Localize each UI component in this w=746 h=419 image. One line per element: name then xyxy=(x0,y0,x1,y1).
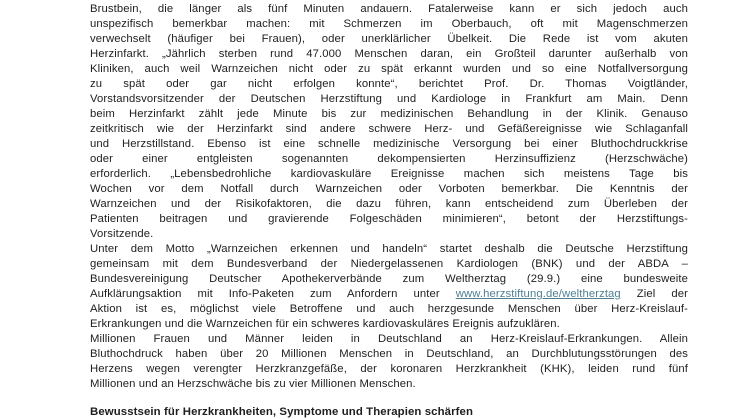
text-line: Brustbein, die länger als fünf Minuten andauern. Fatalerweise kann er sich jedoch auch xyxy=(90,3,688,15)
paragraph xyxy=(90,332,688,392)
paragraph xyxy=(90,242,688,332)
text-line: und Herzstillstand. Ebenso ist eine schnelle medizinische Versorgung bei einer Bluthochdruckkrise xyxy=(90,138,688,150)
paragraph xyxy=(90,2,688,242)
text-line: Bundesvereinigung Deutscher Apothekerverbände zum Weltherztag (29.9.) eine bundesweite xyxy=(90,273,688,285)
text-line: zeitkritisch wie der Herzinfarkt sind andere schwere Herz- und Gefäßereignisse wie Schlaganfall xyxy=(90,123,688,135)
text-line: Patienten beitragen und gravierende Folgeschäden minimieren“, betont der Herzstiftungs- xyxy=(90,213,688,225)
text-line: Wochen vor dem Notfall durch Warnzeichen oder Vorboten bemerkbar. Die Kenntnis der xyxy=(90,183,688,195)
text-line: Millionen Frauen und Männer leiden in Deutschland an Herz-Kreislauf-Erkrankungen. Allein xyxy=(90,333,688,345)
text-line: gemeinsam mit dem Bundesverband der Niedergelassenen Kardiologen (BNK) und der ABDA – xyxy=(90,258,688,270)
text-line: Aufklärungsaktion mit Info-Paketen zum Anfordern unter www.herzstiftung.de/weltherztag Ziel der xyxy=(90,288,688,300)
text-line: beim Herzinfarkt zählt jede Minute bis zur medizinischen Behandlung in der Klinik. Genauso xyxy=(90,108,688,120)
text-line: Vorsitzende. xyxy=(90,228,154,240)
text-line: Herzens wegen verengter Herzkranzgefäße, der koronaren Herzkrankheit (KHK), leiden rund fünf xyxy=(90,363,688,375)
text-line: Kliniken, auch weil Warnzeichen nicht oder zu spät erkannt wurden und so eine Notfallversorgung xyxy=(90,63,688,75)
text-line: Bluthochdruck haben über 20 Millionen Menschen in Deutschland, an Durchblutungsstörungen des xyxy=(90,348,688,360)
text-line: Unter dem Motto „Warnzeichen erkennen und handeln“ startet deshalb die Deutsche Herzstiftung xyxy=(90,243,688,255)
body-text xyxy=(90,2,688,392)
text-line: Erkrankungen und die Warnzeichen für ein schweres kardiovaskuläres Ereignis aufzuklären. xyxy=(90,318,560,330)
text-line: Warnzeichen und der Risikofaktoren, die dazu führen, kann entscheidend zum Überleben der xyxy=(90,198,688,210)
text-line: verwechselt (häufiger bei Frauen), oder unerklärlicher Übelkeit. Die Rede ist vom akuten xyxy=(90,33,688,45)
text-line: erforderlich. „Lebensbedrohliche kardiovaskuläre Ereignisse machen sich meistens Tage bis xyxy=(90,168,688,180)
section-heading: Bewusstsein für Herzkrankheiten, Symptome und Therapien schärfen xyxy=(90,406,474,418)
text-line: Vorstandsvorsitzender der Deutschen Herzstiftung und Kardiologe in Frankfurt am Main. Denn xyxy=(90,93,688,105)
text-line: Millionen und an Herzschwäche bis zu vier Millionen Menschen. xyxy=(90,378,416,390)
text-line: Herzinfarkt. „Jährlich sterben rund 47.000 Menschen daran, ein Großteil darunter außerhalb von xyxy=(90,48,688,60)
text-line: unspezifisch bemerkbar machen: mit Schmerzen im Oberbauch, oft mit Magenschmerzen xyxy=(90,18,688,30)
weltherztag-link[interactable]: www.herzstiftung.de/weltherztag xyxy=(455,288,621,300)
text-line: oder einer entgleisten sogenannten dekompensierten Herzinsuffizienz (Herzschwäche) xyxy=(90,153,688,165)
press-release-page xyxy=(90,2,688,419)
text-line: Aktion ist es, möglichst viele Betroffene und auch herzgesunde Menschen über Herz-Kreislauf- xyxy=(90,303,688,315)
text-line: zu spät oder gar nicht erfolgen konnte“, berichtet Prof. Dr. Thomas Voigtländer, xyxy=(90,78,688,90)
